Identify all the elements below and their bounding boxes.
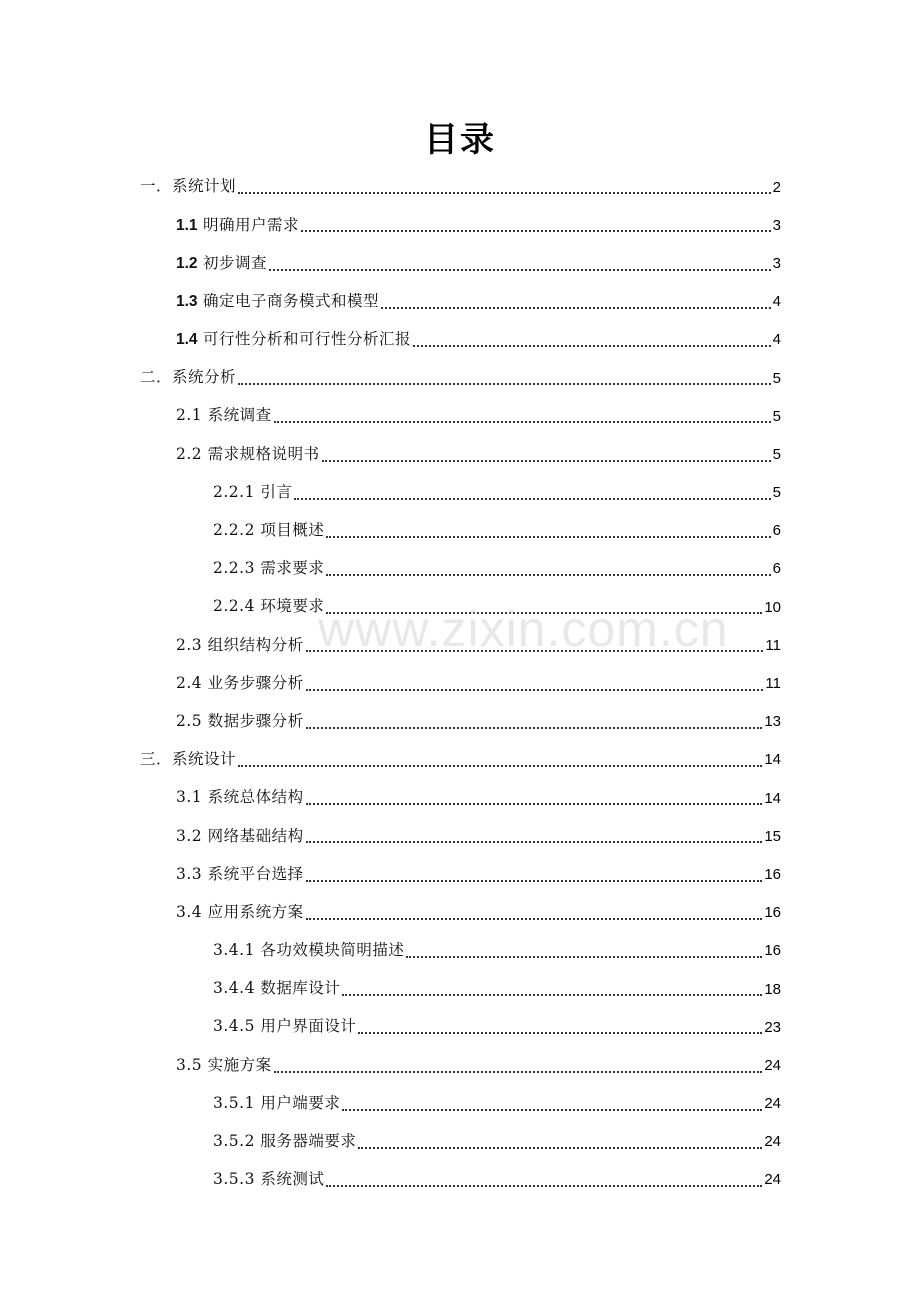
toc-entry[interactable] (0, 703, 920, 741)
toc-dot-leader (238, 764, 762, 767)
toc-dot-leader (358, 1031, 762, 1034)
toc-entry-page-number: 13 (764, 713, 781, 731)
toc-dot-leader (301, 229, 771, 232)
toc-entry-page-number: 11 (765, 636, 781, 654)
toc-entry-page-number: 5 (772, 369, 781, 387)
toc-entry[interactable] (0, 817, 920, 855)
toc-entry-page-number: 23 (764, 1018, 781, 1036)
toc-entry-page-number: 10 (764, 598, 781, 616)
toc-dot-leader (238, 382, 771, 385)
toc-entry-text: 3.4.4 数据库设计 (213, 979, 341, 998)
toc-entry-text: 2.1 系统调查 (176, 406, 272, 425)
toc-entry-text: 2.3 组织结构分析 (176, 635, 304, 654)
toc-entry-page-number: 5 (772, 445, 781, 463)
toc-dot-leader (381, 306, 771, 309)
toc-entry-text: 3.5.3 系统测试 (213, 1170, 325, 1189)
toc-entry-number: 1.3 (176, 292, 198, 310)
toc-entry-text: 二．系统分析 (140, 368, 237, 387)
toc-entry-label (176, 902, 304, 921)
toc-entry-text: 确定电子商务模式和模型 (203, 291, 380, 310)
toc-entry-text: 3.1 系统总体结构 (176, 788, 304, 807)
toc-entry[interactable] (0, 512, 920, 550)
toc-entry-label (176, 444, 320, 463)
toc-entry-label (176, 673, 304, 692)
toc-entry[interactable] (0, 741, 920, 779)
toc-dot-leader (326, 535, 770, 538)
toc-entry-text: 2.2.3 需求要求 (213, 559, 325, 578)
page-title: 目录 (424, 120, 496, 160)
toc-entry-label (213, 943, 404, 959)
toc-dot-leader (326, 611, 762, 614)
toc-entry[interactable] (0, 1161, 920, 1199)
toc-entry-text: 可行性分析和可行性分析汇报 (203, 330, 412, 349)
toc-entry-label (176, 1055, 272, 1074)
toc-entry-label (140, 370, 236, 386)
toc-entry[interactable] (0, 474, 920, 512)
toc-entry-text: 3.5.1 用户端要求 (213, 1093, 341, 1112)
toc-entry-text: 2.5 数据步骤分析 (176, 711, 304, 730)
toc-entry[interactable] (0, 779, 920, 817)
toc-entry-text: 2.2.1 引言 (213, 482, 293, 501)
toc-dot-leader (413, 344, 771, 347)
toc-entry-page-number: 15 (764, 827, 781, 845)
toc-entry-label (213, 1093, 341, 1112)
toc-entry-page-number: 3 (772, 254, 781, 272)
toc-entry-page-number: 14 (764, 751, 781, 769)
toc-entry-page-number: 4 (772, 331, 781, 349)
toc-entry-page-number: 16 (764, 904, 781, 922)
toc-entry[interactable] (0, 435, 920, 473)
toc-entry[interactable] (0, 244, 920, 282)
watermark: www.zixin.com.cn (318, 601, 729, 657)
toc-entry-label (213, 1172, 324, 1188)
toc-entry-text: 一．系统计划 (140, 177, 237, 196)
toc-entry-page-number: 14 (764, 789, 781, 807)
toc-dot-leader (274, 420, 771, 423)
toc-entry-page-number: 16 (764, 865, 781, 883)
toc-entry[interactable] (0, 168, 920, 206)
toc-entry[interactable] (0, 1085, 920, 1123)
toc-entry-page-number: 24 (764, 1095, 781, 1113)
toc-entry-label (176, 790, 304, 806)
toc-entry[interactable] (0, 855, 920, 893)
toc-entry[interactable] (0, 1008, 920, 1046)
toc-dot-leader (269, 268, 771, 271)
toc-dot-leader (306, 649, 764, 652)
toc-entry[interactable] (0, 588, 920, 626)
toc-entry-text: 3.4.5 用户界面设计 (213, 1017, 357, 1036)
toc-entry-label (213, 1134, 356, 1150)
toc-entry-label (176, 864, 304, 883)
toc-entry-label (140, 179, 236, 195)
toc-entry-text: 3.4.1 各功效模块简明描述 (213, 941, 405, 960)
toc-entry-label (213, 523, 324, 539)
toc-entry-page-number: 11 (765, 675, 781, 693)
toc-entry-number: 1.1 (176, 216, 198, 234)
toc-entry-page-number: 5 (772, 484, 781, 502)
toc-entry-page-number: 3 (772, 216, 781, 234)
toc-entry-text: 3.3 系统平台选择 (176, 864, 304, 883)
toc-dot-leader (326, 573, 770, 576)
toc-entry-page-number: 18 (764, 980, 781, 998)
toc-entry-text: 初步调查 (203, 253, 268, 272)
toc-entry-label (176, 826, 304, 845)
toc-entry-page-number: 6 (772, 560, 781, 578)
toc-entry[interactable] (0, 321, 920, 359)
toc-entry-number: 1.4 (176, 331, 198, 349)
toc-entry-label (213, 561, 324, 577)
toc-dot-leader (306, 917, 763, 920)
toc-entry-text: 3.5 实施方案 (176, 1055, 272, 1074)
toc-entry-page-number: 24 (764, 1133, 781, 1151)
toc-dot-leader (294, 497, 770, 500)
toc-entry-label (176, 291, 380, 310)
toc-entry-label (213, 599, 324, 615)
toc-dot-leader (406, 955, 762, 958)
toc-entry[interactable] (0, 1046, 920, 1084)
toc-entry-text: 2.4 业务步骤分析 (176, 673, 304, 692)
toc-entry-label (213, 482, 293, 501)
toc-entry[interactable] (0, 283, 920, 321)
toc-entry-page-number: 2 (772, 178, 781, 196)
toc-entry-page-number: 5 (772, 407, 781, 425)
toc-entry-page-number: 16 (764, 942, 781, 960)
toc-entry[interactable] (0, 894, 920, 932)
toc-dot-leader (306, 802, 763, 805)
toc-entry[interactable] (0, 970, 920, 1008)
toc-dot-leader (358, 1146, 762, 1149)
toc-entry-label (176, 635, 304, 654)
toc-entry-label (213, 1019, 356, 1035)
toc-entry-page-number: 24 (764, 1056, 781, 1074)
toc-entry-text: 3.2 网络基础结构 (176, 826, 304, 845)
toc-entry[interactable] (0, 359, 920, 397)
toc-entry-text: 三．系统设计 (140, 750, 237, 769)
toc-entry[interactable] (0, 664, 920, 702)
toc-entry-text: 明确用户需求 (203, 215, 300, 234)
toc-dot-leader (306, 879, 763, 882)
toc-entry[interactable] (0, 626, 920, 664)
toc-entry-label (176, 332, 411, 348)
toc-entry-text: 2.2.2 项目概述 (213, 521, 325, 540)
toc-dot-leader (306, 688, 764, 691)
toc-entry-page-number: 4 (772, 293, 781, 311)
toc-dot-leader (342, 1108, 762, 1111)
toc-dot-leader (306, 726, 763, 729)
toc-entry-label (176, 215, 300, 234)
toc-entry-text: 2.2 需求规格说明书 (176, 444, 320, 463)
toc-entry-text: 3.5.2 服务器端要求 (213, 1132, 357, 1151)
toc-entry-page-number: 6 (772, 522, 781, 540)
toc-entry-label (213, 981, 340, 997)
toc-dot-leader (326, 1184, 762, 1187)
toc-entry-label (176, 408, 272, 424)
toc-entry-text: 2.2.4 环境要求 (213, 597, 325, 616)
toc-dot-leader (274, 1070, 763, 1073)
toc-entry[interactable] (0, 206, 920, 244)
toc-dot-leader (342, 993, 762, 996)
toc-entry-label (176, 711, 304, 730)
toc-entry[interactable] (0, 550, 920, 588)
table-of-contents (0, 168, 920, 1199)
toc-entry-page-number: 24 (764, 1171, 781, 1189)
toc-entry-label (176, 253, 268, 272)
toc-dot-leader (322, 459, 771, 462)
toc-entry-number: 1.2 (176, 254, 198, 272)
toc-entry[interactable] (0, 932, 920, 970)
toc-dot-leader (306, 840, 763, 843)
toc-entry[interactable] (0, 1123, 920, 1161)
toc-entry-text: 3.4 应用系统方案 (176, 902, 304, 921)
toc-dot-leader (238, 191, 771, 194)
toc-entry[interactable] (0, 397, 920, 435)
toc-entry-label (140, 752, 236, 768)
